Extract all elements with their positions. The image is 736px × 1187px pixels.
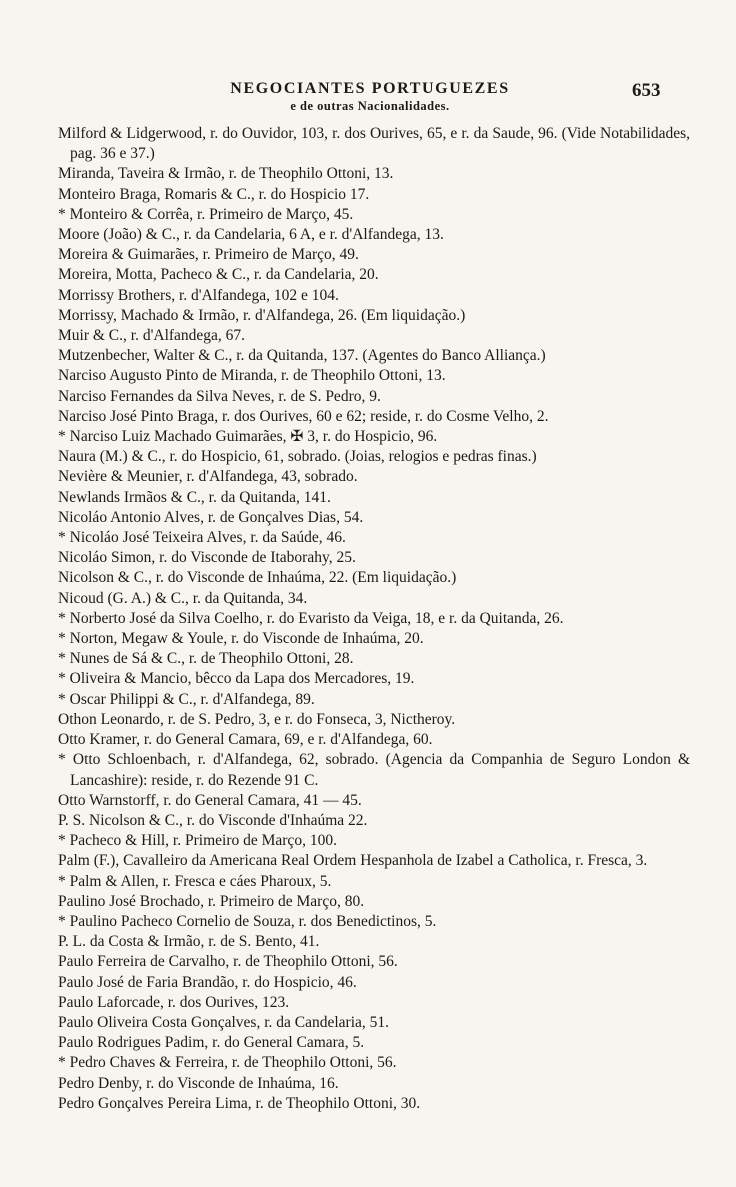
entry-text: Narciso José Pinto Braga, r. dos Ourives, 60 e 62; reside, r. do Cosme Velho, 2. [58,407,549,425]
directory-entry [58,447,690,467]
directory-entry [58,387,690,407]
page-subtitle: e de outras Nacionalidades. [290,99,450,113]
entry-text: Morrissy Brothers, r. d'Alfandega, 102 e 104. [58,286,339,304]
page-number: 653 [632,80,661,101]
directory-entry [58,952,690,972]
directory-entry [58,346,690,366]
directory-entry [58,831,690,851]
entry-text: Narciso Luiz Machado Guimarães, ✠ 3, r. do Hospicio, 96. [69,428,438,446]
entry-text: Moreira, Motta, Pacheco & C., r. da Candelaria, 20. [58,266,379,284]
entry-text: Paulo Rodrigues Padim, r. do General Camara, 5. [58,1034,365,1052]
entry-text: Nevière & Meunier, r. d'Alfandega, 43, sobrado. [58,468,358,486]
entry-text: Narciso Augusto Pinto de Miranda, r. de Theophilo Ottoni, 13. [58,367,446,385]
entry-mark: * [58,670,66,688]
entry-text: Otto Warnstorff, r. do General Camara, 41 — 45. [58,791,362,809]
entry-text: Paulo Oliveira Costa Gonçalves, r. da Candelaria, 51. [58,1013,390,1031]
entry-text: Paulo Laforcade, r. dos Ourives, 123. [58,993,290,1011]
entry-text: Otto Schloenbach, r. d'Alfandega, 62, sobrado. (Agencia da Companhia de Seguro London & Lancashire): reside, r. do Rezende 91 C. [70,751,691,789]
entry-text: Monteiro & Corrêa, r. Primeiro de Março, 45. [69,205,354,223]
entry-text: Nunes de Sá & C., r. de Theophilo Ottoni, 28. [69,650,354,668]
directory-entry [58,791,690,811]
directory-entry [58,973,690,993]
directory-entry [58,1033,690,1053]
directory-entry [58,589,690,609]
directory-entry [58,528,690,548]
entry-mark: * [58,529,66,547]
directory-entry [58,1053,690,1073]
entry-text: Paulino Pacheco Cornelio de Souza, r. dos Benedictinos, 5. [69,912,437,930]
entry-text: Paulino José Brochado, r. Primeiro de Março, 80. [58,892,365,910]
entry-mark: * [58,832,66,850]
directory-entry [58,750,690,790]
entry-mark: * [58,690,66,708]
directory-entry [58,811,690,831]
directory-entry [58,265,690,285]
directory-entry [58,326,690,346]
directory-entry [58,993,690,1013]
entry-text: Monteiro Braga, Romaris & C., r. do Hospicio 17. [58,185,370,203]
directory-entry [58,548,690,568]
directory-entry [58,1013,690,1033]
directory-entry [58,427,690,447]
entry-text: Norton, Megaw & Youle, r. do Visconde de Inhaúma, 20. [69,630,424,648]
entry-mark: * [58,872,66,890]
entry-text: Moore (João) & C., r. da Candelaria, 6 A, e r. d'Alfandega, 13. [58,226,444,244]
directory-entry [58,1094,690,1114]
entry-text: Miranda, Taveira & Irmão, r. de Theophilo Ottoni, 13. [58,165,394,183]
directory-entry [58,366,690,386]
entry-text: Pedro Chaves & Ferreira, r. de Theophilo Ottoni, 56. [69,1054,397,1072]
directory-entry [58,851,690,871]
entry-text: Pedro Gonçalves Pereira Lima, r. de Theophilo Ottoni, 30. [58,1094,421,1112]
entry-text: Moreira & Guimarães, r. Primeiro de Março, 49. [58,246,359,264]
entry-mark: * [58,609,66,627]
directory-entry [58,467,690,487]
page-header [0,80,736,120]
page-title: NEGOCIANTES PORTUGUEZES [230,80,510,97]
entry-text: Oscar Philippi & C., r. d'Alfandega, 89. [69,690,315,708]
entry-text: Nicoláo Simon, r. do Visconde de Itaborahy, 25. [58,549,356,567]
entry-mark: * [58,650,66,668]
entry-text: Nicoláo José Teixeira Alves, r. da Saúde, 46. [69,529,346,547]
entry-text: Palm & Allen, r. Fresca e cáes Pharoux, 5. [69,872,332,890]
entry-mark: * [58,1054,66,1072]
directory-entry [58,508,690,528]
directory-entry [58,690,690,710]
entry-text: Morrissy, Machado & Irmão, r. d'Alfandega, 26. (Em liquidação.) [58,306,466,324]
entry-text: P. L. da Costa & Irmão, r. de S. Bento, 41. [58,933,320,951]
directory-entry [58,892,690,912]
entry-text: Othon Leonardo, r. de S. Pedro, 3, e r. do Fonseca, 3, Nictheroy. [58,710,456,728]
directory-entry [58,669,690,689]
entry-text: Nicoláo Antonio Alves, r. de Gonçalves Dias, 54. [58,508,364,526]
entry-text: Nicoud (G. A.) & C., r. da Quitanda, 34. [58,589,308,607]
entry-text: Muir & C., r. d'Alfandega, 67. [58,327,246,345]
directory-entry [58,225,690,245]
entry-text: Newlands Irmãos & C., r. da Quitanda, 141. [58,488,331,506]
entry-mark: * [58,205,66,223]
entry-text: P. S. Nicolson & C., r. do Visconde d'Inhaúma 22. [58,811,368,829]
entry-text: Pedro Denby, r. do Visconde de Inhaúma, 16. [58,1074,339,1092]
directory-entry [58,568,690,588]
entry-text: Oliveira & Mancio, bêcco da Lapa dos Mercadores, 19. [69,670,415,688]
entry-text: Naura (M.) & C., r. do Hospicio, 61, sobrado. (Joias, relogios e pedras finas.) [58,448,537,466]
entry-text: Paulo José de Faria Brandão, r. do Hospicio, 46. [58,973,357,991]
directory-entry [58,912,690,932]
directory-entry [58,185,690,205]
directory-entry [58,205,690,225]
directory-entry [58,932,690,952]
entry-text: Pacheco & Hill, r. Primeiro de Março, 100. [69,832,337,850]
entry-mark: * [58,912,66,930]
directory-entry [58,730,690,750]
entry-text: Palm (F.), Cavalleiro da Americana Real Ordem Hespanhola de Izabel a Catholica, r. Fresca, 3. [58,852,648,870]
directory-entry [58,1074,690,1094]
entry-text: Milford & Lidgerwood, r. do Ouvidor, 103, r. dos Ourives, 65, e r. da Saude, 96. (Vide Notabilidades, pag. 36 e 37.) [58,125,690,163]
directory-entry [58,488,690,508]
entry-text: Narciso Fernandes da Silva Neves, r. de S. Pedro, 9. [58,387,381,405]
directory-entry [58,245,690,265]
entry-text: Paulo Ferreira de Carvalho, r. de Theophilo Ottoni, 56. [58,953,398,971]
entry-text: Otto Kramer, r. do General Camara, 69, e r. d'Alfandega, 60. [58,731,433,749]
directory-entry [58,649,690,669]
entry-mark: * [58,751,66,769]
directory-entry [58,710,690,730]
directory-entry [58,609,690,629]
entry-mark: * [58,630,66,648]
directory-entry [58,407,690,427]
directory-entry [58,124,690,164]
entry-list [58,124,690,1114]
entry-text: Mutzenbecher, Walter & C., r. da Quitanda, 137. (Agentes do Banco Alliança.) [58,347,546,365]
directory-entry [58,286,690,306]
entry-text: Nicolson & C., r. do Visconde de Inhaúma, 22. (Em liquidação.) [58,569,457,587]
entry-text: Norberto José da Silva Coelho, r. do Evaristo da Veiga, 18, e r. da Quitanda, 26. [69,609,564,627]
directory-entry [58,872,690,892]
directory-entry [58,629,690,649]
entry-mark: * [58,428,66,446]
directory-entry [58,164,690,184]
directory-entry [58,306,690,326]
